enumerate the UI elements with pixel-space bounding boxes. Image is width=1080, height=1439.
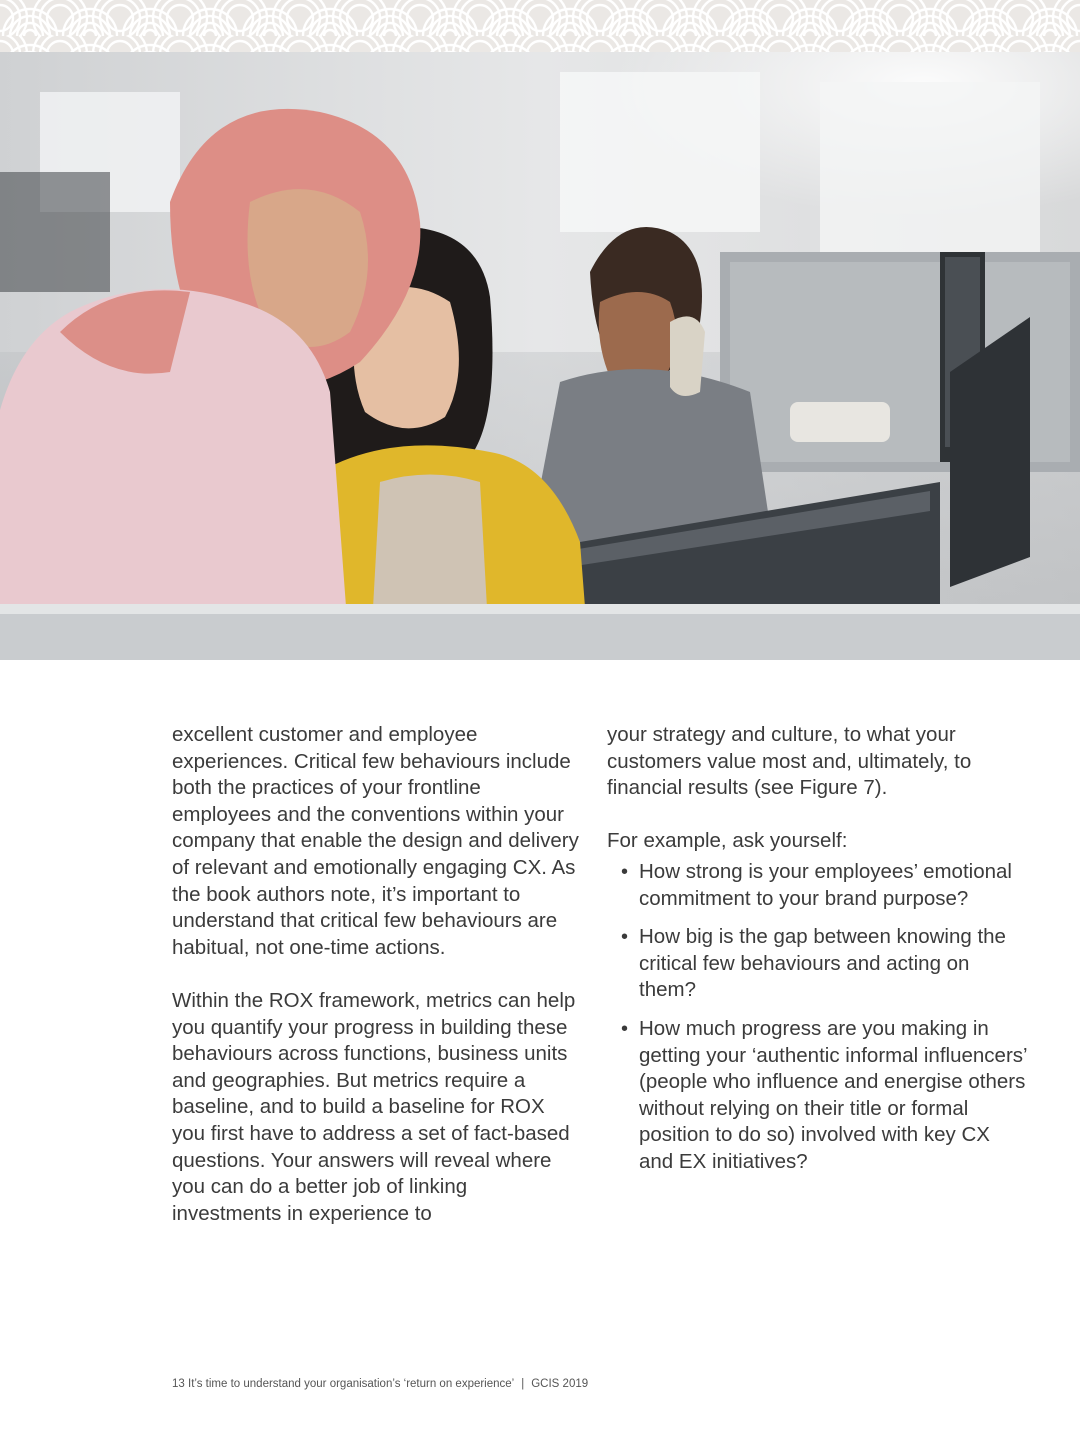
body-paragraph: For example, ask yourself: — [607, 829, 848, 853]
wave-pattern-graphic — [0, 0, 1080, 52]
question-list — [607, 859, 1027, 1176]
page-footer — [172, 1378, 588, 1390]
body-paragraph: excellent customer and employee experiences. Critical few behaviours include both the practices of your frontline employees and the conventions within your company that enable the design and delivery of relevant and emotionally engaging CX. As the book authors note, it’s important to understand that critical few behaviours are habitual, not one-time actions. — [172, 723, 579, 959]
footer-publication: GCIS 2019 — [531, 1378, 589, 1390]
list-item-text: How strong is your employees’ emotional commitment to your brand purpose? — [639, 859, 1012, 910]
left-text-column — [172, 722, 582, 1254]
body-paragraph: your strategy and culture, to what your customers value most and, ultimately, to financial results (see Figure 7). — [607, 723, 972, 800]
list-item — [607, 924, 1027, 1004]
hero-office-photo — [0, 52, 1080, 660]
decorative-pattern-band — [0, 0, 1080, 52]
page-number: 13 — [172, 1378, 185, 1390]
bullet-dot-icon: • — [621, 1017, 629, 1040]
right-text-column — [607, 722, 1027, 1188]
list-item — [607, 1016, 1027, 1176]
list-item-text: How big is the gap between knowing the critical few behaviours and acting on them? — [639, 925, 1006, 1002]
office-scene-illustration — [0, 52, 1080, 660]
list-item-text: How much progress are you making in getting your ‘authentic informal influencers’ (people who influence and energise others without relying on their title or formal position to do so) involved with key CX and EX initiatives? — [639, 1016, 1027, 1173]
footer-title: It’s time to understand your organisation’s ‘return on experience’ — [188, 1378, 515, 1390]
bullet-dot-icon: • — [621, 926, 629, 949]
footer-separator: | — [521, 1378, 525, 1390]
body-paragraph: Within the ROX framework, metrics can help you quantify your progress in building these behaviours across functions, business units and geographies. But metrics require a baseline, and to build a baseline for ROX you first have to address a set of fact-based questions. Your answers will reveal where you can do a better job of linking investments in experience to — [172, 988, 576, 1225]
bullet-dot-icon: • — [621, 860, 629, 883]
list-item — [607, 859, 1027, 912]
